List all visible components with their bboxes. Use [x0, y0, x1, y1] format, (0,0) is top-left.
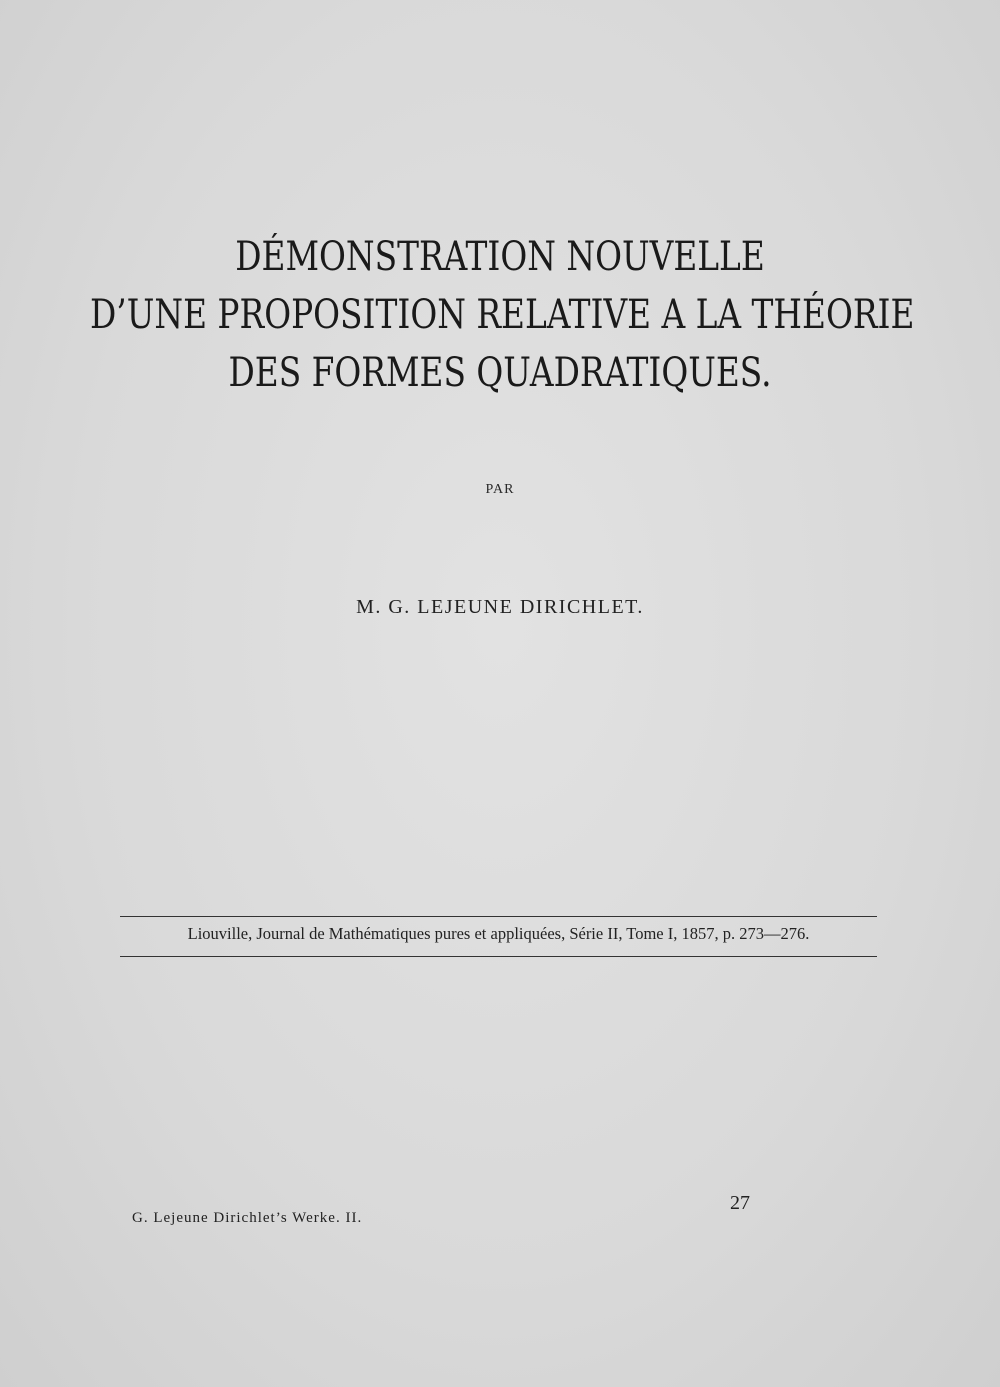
page-number: 27 — [730, 1192, 750, 1214]
title-line-3: DES FORMES QUADRATIQUES. — [228, 350, 772, 396]
title-line-2: D’UNE PROPOSITION RELATIVE A LA THÉORIE — [90, 292, 915, 338]
author-name: M. G. LEJEUNE DIRICHLET. — [356, 596, 644, 618]
byline: PAR — [485, 482, 515, 497]
title-line-1: DÉMONSTRATION NOUVELLE — [235, 234, 765, 280]
citation-top-rule — [120, 916, 877, 917]
citation-bottom-rule — [120, 956, 877, 957]
citation-text: Liouville, Journal de Mathématiques pures et appliquées, Série II, Tome I, 1857, p. 273—276. — [187, 924, 810, 943]
article-title — [0, 228, 1000, 402]
footer-signature: G. Lejeune Dirichlet’s Werke. II. — [132, 1210, 363, 1226]
